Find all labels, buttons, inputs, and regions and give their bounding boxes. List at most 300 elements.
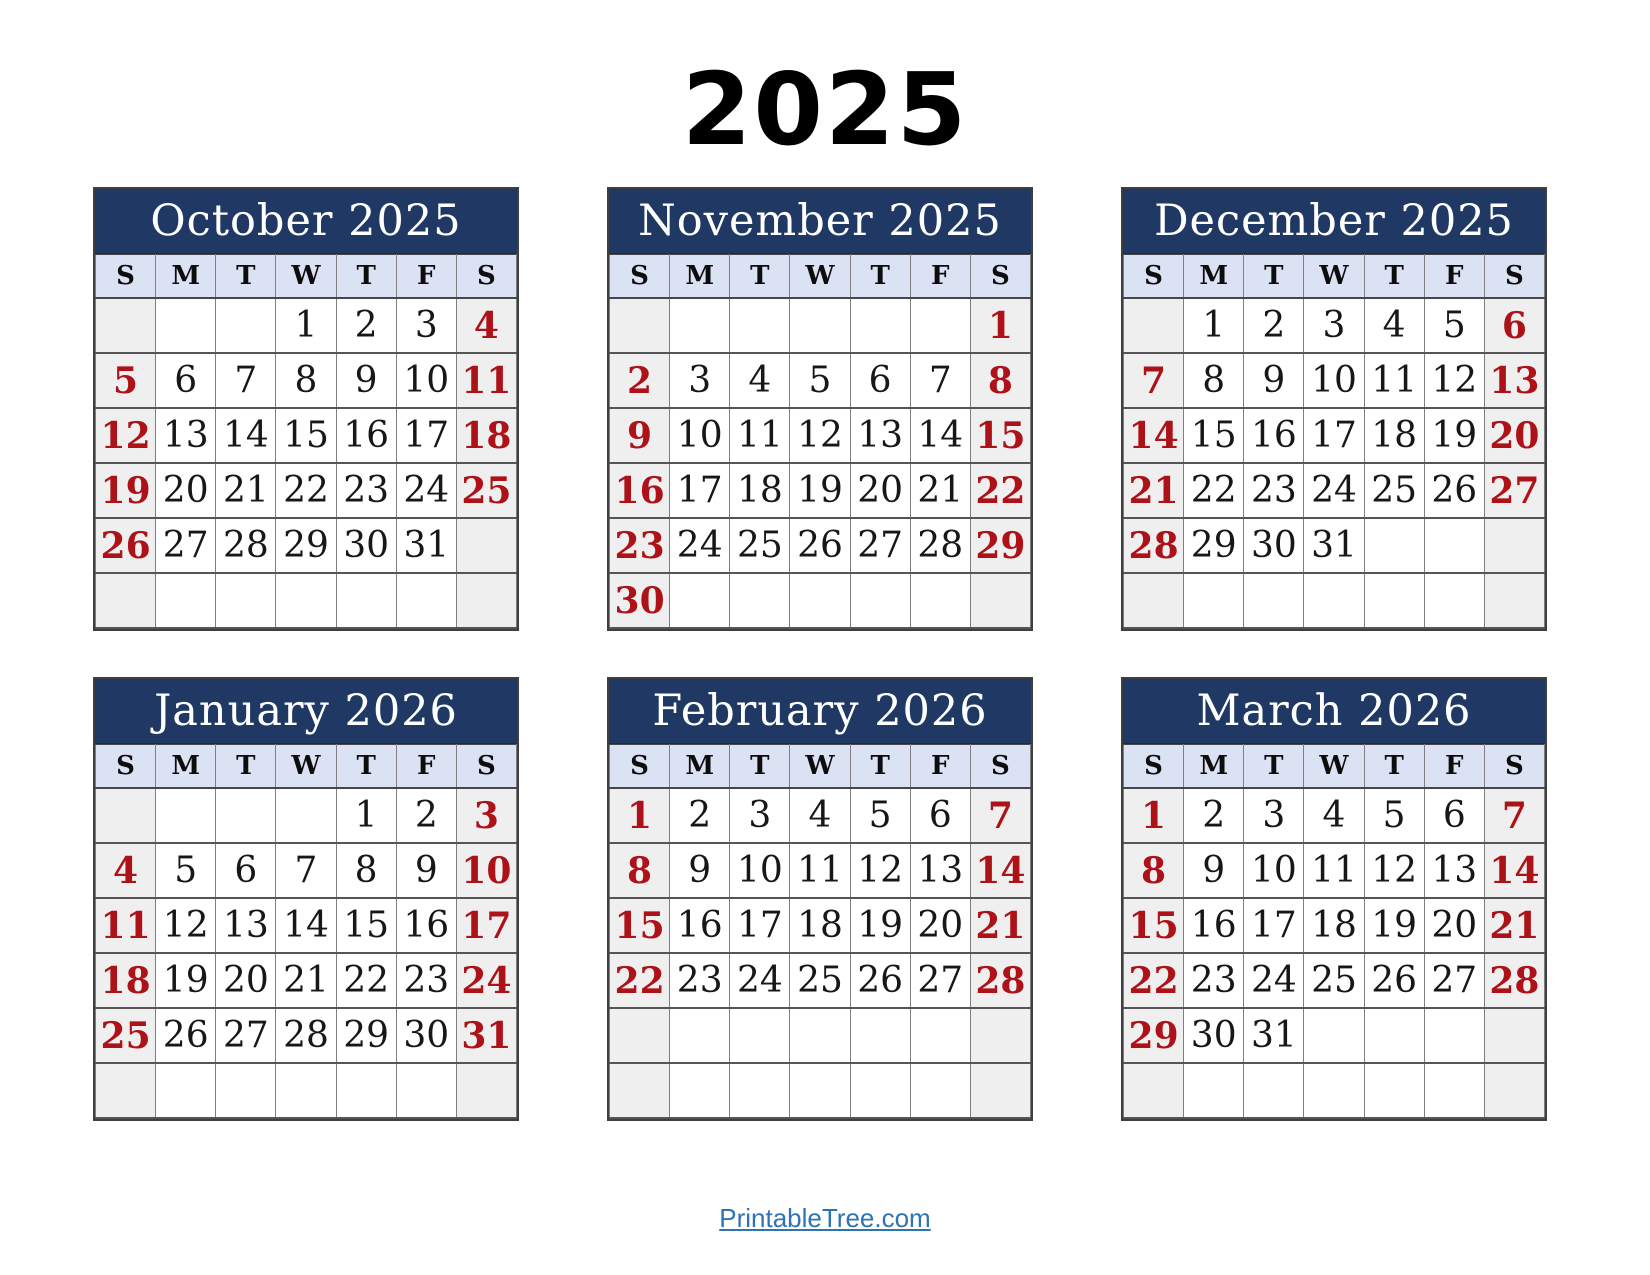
week-row [96,843,517,898]
month-title: November 2025 [609,189,1031,254]
week-row [610,463,1031,518]
day-cell: 21 [216,463,276,518]
day-cell: 29 [970,518,1030,573]
weekday-header: F [1424,255,1484,299]
day-cell-empty [910,1008,970,1063]
day-cell: 18 [730,463,790,518]
day-cell: 11 [1364,353,1424,408]
week-row [610,518,1031,573]
day-cell: 10 [1304,353,1364,408]
day-cell: 31 [396,518,456,573]
day-cell-empty [396,1063,456,1118]
day-cell: 11 [730,408,790,463]
day-cell: 19 [850,898,910,953]
day-cell-empty [96,573,156,628]
day-cell: 14 [1484,843,1544,898]
day-cell-empty [910,1063,970,1118]
day-cell: 12 [850,843,910,898]
day-cell: 5 [1364,788,1424,843]
day-cell: 19 [1364,898,1424,953]
day-cell-empty [216,298,276,353]
week-row [1124,463,1545,518]
day-cell: 15 [336,898,396,953]
weekday-header: W [790,745,850,789]
month-calendar-february-2026 [607,677,1033,1121]
footer-link[interactable]: PrintableTree.com [719,1203,931,1233]
day-cell: 16 [670,898,730,953]
day-cell: 28 [970,953,1030,1008]
week-row [610,1063,1031,1118]
day-cell: 11 [96,898,156,953]
day-cell: 3 [670,353,730,408]
weekday-header: S [96,255,156,299]
day-cell: 27 [910,953,970,1008]
day-cell-empty [1184,1063,1244,1118]
day-cell: 28 [1124,518,1184,573]
day-cell: 4 [790,788,850,843]
day-cell-empty [970,1008,1030,1063]
day-cell: 25 [730,518,790,573]
day-cell: 19 [96,463,156,518]
day-cell: 12 [156,898,216,953]
day-cell: 5 [850,788,910,843]
day-cell: 15 [276,408,336,463]
day-cell-empty [610,1063,670,1118]
day-cell: 13 [1484,353,1544,408]
day-cell: 7 [276,843,336,898]
weekday-header: S [96,745,156,789]
day-cell-empty [1484,518,1544,573]
day-cell: 16 [336,408,396,463]
month-title: March 2026 [1123,679,1545,744]
weekday-header: F [910,745,970,789]
day-cell: 10 [670,408,730,463]
month-title: October 2025 [95,189,517,254]
day-cell: 2 [1244,298,1304,353]
month-calendar-january-2026 [93,677,519,1121]
day-cell: 29 [1184,518,1244,573]
day-cell: 9 [336,353,396,408]
day-cell: 30 [610,573,670,628]
day-cell-empty [156,1063,216,1118]
day-cell: 16 [610,463,670,518]
weekday-header: T [1244,255,1304,299]
week-row [610,1008,1031,1063]
day-cell: 5 [790,353,850,408]
day-cell-empty [1124,1063,1184,1118]
week-row [610,843,1031,898]
week-row [610,298,1031,353]
day-cell: 21 [910,463,970,518]
month-calendar-november-2025 [607,187,1033,631]
day-cell: 9 [1244,353,1304,408]
day-cell-empty [670,1008,730,1063]
day-cell-empty [216,788,276,843]
day-cell-empty [790,298,850,353]
day-cell: 12 [1364,843,1424,898]
day-cell: 21 [970,898,1030,953]
day-cell-empty [96,298,156,353]
day-cell: 1 [1124,788,1184,843]
day-cell-empty [1484,1008,1544,1063]
day-cell: 24 [1244,953,1304,1008]
weekday-header: S [610,255,670,299]
day-cell: 27 [1484,463,1544,518]
weekday-header: F [396,745,456,789]
weekday-header: W [790,255,850,299]
weekday-header: M [670,255,730,299]
day-cell: 23 [670,953,730,1008]
day-cell: 28 [276,1008,336,1063]
day-cell: 26 [156,1008,216,1063]
day-cell: 23 [396,953,456,1008]
weekday-header: S [1124,255,1184,299]
month-title: February 2026 [609,679,1031,744]
day-cell: 10 [730,843,790,898]
weekday-header: S [610,745,670,789]
day-cell-empty [850,1063,910,1118]
day-cell: 1 [1184,298,1244,353]
week-row [1124,1008,1545,1063]
day-cell: 8 [336,843,396,898]
day-cell: 27 [850,518,910,573]
day-cell: 9 [396,843,456,898]
day-cell-empty [1424,518,1484,573]
weekday-header: T [216,255,276,299]
day-cell-empty [1184,573,1244,628]
day-cell: 11 [790,843,850,898]
week-row [1124,788,1545,843]
page-title: 2025 [681,51,969,168]
day-cell-empty [1364,1063,1424,1118]
weekday-header: T [336,745,396,789]
week-row [96,518,517,573]
weekday-header: W [276,745,336,789]
week-row [610,573,1031,628]
day-cell: 21 [1484,898,1544,953]
weekday-header: M [670,745,730,789]
day-cell: 15 [610,898,670,953]
day-cell-empty [1304,573,1364,628]
day-cell: 24 [1304,463,1364,518]
weekday-header: T [1364,745,1424,789]
day-cell-empty [1244,1063,1304,1118]
day-cell: 18 [456,408,516,463]
day-cell: 18 [790,898,850,953]
day-cell: 15 [1124,898,1184,953]
weekday-header: F [396,255,456,299]
weekday-header: M [156,255,216,299]
day-cell: 14 [910,408,970,463]
day-cell: 23 [610,518,670,573]
footer [0,1203,1650,1234]
week-row [610,408,1031,463]
day-cell: 25 [1364,463,1424,518]
week-row [96,353,517,408]
weekday-header: T [1244,745,1304,789]
day-cell: 12 [96,408,156,463]
week-row [1124,298,1545,353]
day-cell: 13 [1424,843,1484,898]
day-cell-empty [910,298,970,353]
weekday-header: S [970,745,1030,789]
day-cell: 8 [276,353,336,408]
day-cell-empty [670,573,730,628]
day-cell: 29 [336,1008,396,1063]
month-table [609,744,1031,1119]
day-cell: 25 [96,1008,156,1063]
month-title: January 2026 [95,679,517,744]
day-cell: 21 [276,953,336,1008]
day-cell: 9 [1184,843,1244,898]
week-row [1124,408,1545,463]
day-cell: 14 [970,843,1030,898]
week-row [1124,1063,1545,1118]
day-cell: 23 [1244,463,1304,518]
day-cell-empty [1364,1008,1424,1063]
day-cell: 29 [1124,1008,1184,1063]
day-cell: 18 [96,953,156,1008]
day-cell: 11 [456,353,516,408]
day-cell: 22 [970,463,1030,518]
day-cell: 22 [276,463,336,518]
day-cell: 20 [156,463,216,518]
day-cell-empty [1484,573,1544,628]
week-row [1124,898,1545,953]
day-cell-empty [456,1063,516,1118]
day-cell-empty [730,573,790,628]
day-cell: 8 [1124,843,1184,898]
week-row [96,573,517,628]
weekday-header: T [850,745,910,789]
day-cell: 24 [670,518,730,573]
weekday-header: S [1124,745,1184,789]
day-cell-empty [970,1063,1030,1118]
day-cell: 4 [1364,298,1424,353]
day-cell: 16 [1184,898,1244,953]
day-cell-empty [216,573,276,628]
day-cell: 8 [610,843,670,898]
day-cell: 19 [1424,408,1484,463]
day-cell: 3 [396,298,456,353]
day-cell: 22 [1124,953,1184,1008]
month-table [95,254,517,629]
day-cell: 13 [156,408,216,463]
day-cell-empty [396,573,456,628]
week-row [96,298,517,353]
day-cell-empty [730,1008,790,1063]
day-cell: 7 [1124,353,1184,408]
day-cell: 21 [1124,463,1184,518]
week-row [96,788,517,843]
day-cell: 2 [1184,788,1244,843]
day-cell: 30 [396,1008,456,1063]
day-cell: 18 [1304,898,1364,953]
day-cell: 28 [1484,953,1544,1008]
day-cell-empty [670,1063,730,1118]
day-cell-empty [1424,573,1484,628]
day-cell: 3 [456,788,516,843]
day-cell-empty [456,518,516,573]
day-cell: 30 [336,518,396,573]
day-cell: 13 [216,898,276,953]
week-row [610,353,1031,408]
day-cell: 26 [96,518,156,573]
day-cell-empty [456,573,516,628]
day-cell-empty [1364,518,1424,573]
day-cell-empty [970,573,1030,628]
weekday-header: M [1184,255,1244,299]
weekday-header: T [336,255,396,299]
weekday-header: S [970,255,1030,299]
weekday-header: F [910,255,970,299]
day-cell: 31 [456,1008,516,1063]
weekday-header: F [1424,745,1484,789]
month-title: December 2025 [1123,189,1545,254]
day-cell: 1 [970,298,1030,353]
day-cell: 16 [1244,408,1304,463]
day-cell: 26 [1364,953,1424,1008]
day-cell: 17 [456,898,516,953]
day-cell: 7 [910,353,970,408]
weekday-header: M [156,745,216,789]
day-cell: 17 [1244,898,1304,953]
day-cell-empty [1244,573,1304,628]
day-cell-empty [1304,1063,1364,1118]
day-cell: 8 [970,353,1030,408]
week-row [610,953,1031,1008]
day-cell: 5 [156,843,216,898]
day-cell: 25 [1304,953,1364,1008]
day-cell: 1 [610,788,670,843]
day-cell: 23 [336,463,396,518]
day-cell: 2 [610,353,670,408]
day-cell: 17 [396,408,456,463]
day-cell: 20 [1424,898,1484,953]
day-cell: 4 [456,298,516,353]
day-cell-empty [850,1008,910,1063]
day-cell: 31 [1304,518,1364,573]
day-cell: 1 [276,298,336,353]
day-cell: 2 [396,788,456,843]
day-cell: 10 [396,353,456,408]
day-cell: 27 [156,518,216,573]
day-cell: 17 [1304,408,1364,463]
day-cell: 6 [216,843,276,898]
day-cell-empty [216,1063,276,1118]
day-cell-empty [850,573,910,628]
day-cell: 24 [396,463,456,518]
day-cell: 6 [910,788,970,843]
day-cell-empty [610,1008,670,1063]
weekday-header: T [216,745,276,789]
day-cell: 6 [156,353,216,408]
month-calendar-december-2025 [1121,187,1547,631]
day-cell: 27 [1424,953,1484,1008]
week-row [96,1008,517,1063]
day-cell: 27 [216,1008,276,1063]
day-cell-empty [730,298,790,353]
weekday-header: M [1184,745,1244,789]
day-cell-empty [610,298,670,353]
month-table [609,254,1031,629]
week-row [96,1063,517,1118]
day-cell-empty [1424,1063,1484,1118]
day-cell: 20 [850,463,910,518]
day-cell: 12 [790,408,850,463]
day-cell: 17 [670,463,730,518]
day-cell-empty [156,573,216,628]
week-row [96,898,517,953]
day-cell: 5 [96,353,156,408]
day-cell: 25 [456,463,516,518]
day-cell: 26 [790,518,850,573]
day-cell: 20 [1484,408,1544,463]
week-row [96,953,517,1008]
day-cell: 2 [336,298,396,353]
day-cell: 9 [610,408,670,463]
week-row [610,788,1031,843]
day-cell: 6 [1484,298,1544,353]
day-cell: 23 [1184,953,1244,1008]
day-cell: 7 [216,353,276,408]
week-row [96,408,517,463]
day-cell: 25 [790,953,850,1008]
day-cell: 1 [336,788,396,843]
day-cell: 12 [1424,353,1484,408]
weekday-header: W [276,255,336,299]
day-cell-empty [1364,573,1424,628]
day-cell: 3 [730,788,790,843]
weekday-header: T [1364,255,1424,299]
day-cell-empty [156,298,216,353]
day-cell-empty [1124,573,1184,628]
day-cell-empty [1424,1008,1484,1063]
day-cell-empty [790,1063,850,1118]
day-cell-empty [96,788,156,843]
day-cell-empty [1304,1008,1364,1063]
day-cell-empty [336,1063,396,1118]
day-cell: 14 [1124,408,1184,463]
day-cell-empty [790,573,850,628]
day-cell: 7 [970,788,1030,843]
day-cell-empty [670,298,730,353]
day-cell: 6 [850,353,910,408]
day-cell-empty [1484,1063,1544,1118]
day-cell: 29 [276,518,336,573]
day-cell: 10 [1244,843,1304,898]
day-cell: 14 [216,408,276,463]
weekday-header: S [456,745,516,789]
weekday-header: T [730,745,790,789]
day-cell: 2 [670,788,730,843]
day-cell: 7 [1484,788,1544,843]
day-cell: 15 [1184,408,1244,463]
day-cell: 16 [396,898,456,953]
day-cell: 8 [1184,353,1244,408]
weekday-header: T [850,255,910,299]
month-table [1123,254,1545,629]
day-cell-empty [276,1063,336,1118]
day-cell: 4 [730,353,790,408]
month-table [95,744,517,1119]
day-cell: 11 [1304,843,1364,898]
weekday-header: S [1484,255,1544,299]
day-cell: 26 [850,953,910,1008]
day-cell-empty [276,788,336,843]
day-cell: 4 [1304,788,1364,843]
day-cell: 22 [1184,463,1244,518]
